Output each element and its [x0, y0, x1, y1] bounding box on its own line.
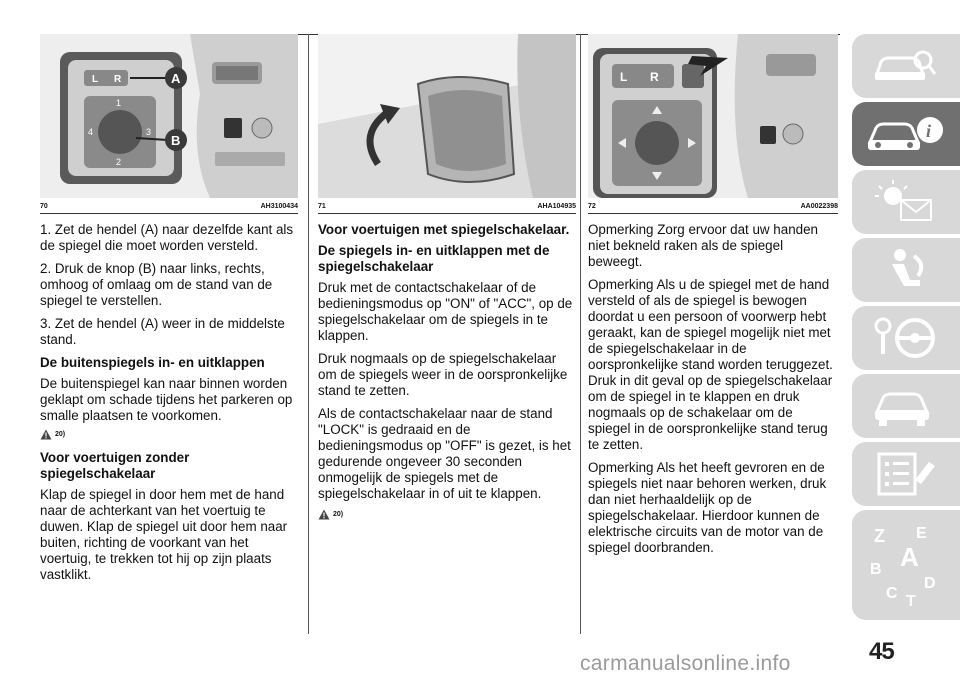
note-3: Opmerking Als het heeft gevroren en de spiegels niet naar behoren werken, druk dan niet herhaaldelijk op de spiegelschakelaar. Hierdoor kunnen de elektrische circuits van de motor van de spiegel doorbranden. — [588, 460, 827, 555]
figure-number: 72 — [588, 203, 596, 210]
car-service-icon — [871, 384, 941, 428]
svg-text:B: B — [870, 561, 882, 578]
svg-text:3: 3 — [146, 127, 152, 137]
figure-72-fold-switch — [588, 34, 838, 198]
step-3: 3. Zet de hendel (A) weer in de middelste stand. — [40, 316, 285, 347]
folding-mirror-illustration — [318, 34, 576, 198]
svg-text:Z: Z — [874, 526, 885, 546]
checklist-icon — [871, 450, 941, 498]
figure-code: AA0022398 — [800, 203, 838, 210]
paragraph: De buitenspiegel kan naar binnen worden geklapt om schade tijdens het parkeren op smalle plaatsen te voorkomen. — [40, 376, 293, 423]
section-heading: De buitenspiegels in- en uitklappen — [40, 355, 265, 370]
warning-number: 20) — [333, 511, 344, 518]
step-2: 2. Druk de knop (B) naar links, rechts, omhoog of omlaag om de stand van de spiegel te verstellen. — [40, 261, 273, 308]
paragraph: Klap de spiegel in door hem met de hand naar de achterkant van het voertuig te duwen. Klap de spiegel uit door hem naar buiten, richting de voorkant van het voertuig, te trekken tot hij op zijn plaats vastklikt. — [40, 487, 288, 582]
tab-alphabet-index[interactable] — [852, 510, 960, 620]
column-divider-2 — [580, 34, 581, 634]
column-3 — [588, 34, 838, 563]
svg-text:R: R — [650, 70, 659, 84]
svg-text:T: T — [906, 593, 916, 610]
figure-code: AH3100434 — [260, 203, 298, 210]
svg-text:D: D — [924, 575, 936, 592]
column-1 — [40, 34, 298, 590]
tab-warning-lights[interactable] — [852, 170, 960, 234]
svg-text:4: 4 — [88, 127, 94, 137]
car-info-icon — [866, 112, 946, 156]
figure-72-caption — [588, 198, 838, 214]
tab-steering-key[interactable] — [852, 306, 960, 370]
figure-71-folding-mirror — [318, 34, 576, 198]
svg-text:C: C — [886, 585, 898, 602]
figure-70-mirror-switch — [40, 34, 298, 198]
tab-airbag-seat[interactable] — [852, 238, 960, 302]
warning-number: 20) — [55, 431, 66, 438]
svg-text:A: A — [900, 542, 919, 572]
fold-switch-illustration — [588, 34, 838, 198]
svg-text:A: A — [171, 71, 181, 86]
svg-text:1: 1 — [116, 98, 122, 108]
tab-car-search[interactable] — [852, 34, 960, 98]
svg-text:L: L — [620, 70, 628, 84]
tab-checklist[interactable] — [852, 442, 960, 506]
svg-text:i: i — [926, 121, 932, 141]
figure-70-caption — [40, 198, 298, 214]
tab-car-service[interactable] — [852, 374, 960, 438]
note-1: Opmerking Zorg ervoor dat uw handen niet bekneld raken als de spiegel beweegt. — [588, 222, 818, 269]
warning-reference[interactable] — [318, 509, 576, 520]
warning-triangle-icon — [40, 429, 52, 440]
column-2 — [318, 34, 576, 530]
mirror-switch-illustration — [40, 34, 298, 198]
watermark[interactable]: carmanualsonline.info — [580, 652, 791, 675]
steering-key-icon — [871, 314, 941, 362]
paragraph: Druk met de contactschakelaar of de bedieningsmodus op "ON" of "ACC", op de spiegelschakelaar om de spiegels in te klappen. — [318, 280, 573, 343]
figure-71-caption — [318, 198, 576, 214]
figure-number: 70 — [40, 203, 48, 210]
figure-number: 71 — [318, 203, 326, 210]
page-number: 45 — [869, 638, 894, 665]
car-search-icon — [871, 44, 941, 88]
svg-text:B: B — [171, 133, 181, 148]
svg-text:L: L — [92, 74, 99, 85]
section-heading: Voor voertuigen zonder spiegelschakelaar — [40, 450, 190, 481]
column-divider-1 — [308, 34, 309, 634]
section-subheading: De spiegels in- en uitklappen met de spiegelschakelaar — [318, 243, 550, 274]
step-1: 1. Zet de hendel (A) naar dezelfde kant als de spiegel die moet worden versteld. — [40, 222, 294, 253]
alphabet-index-icon — [866, 520, 946, 610]
paragraph: Als de contactschakelaar naar de stand "LOCK" is gedraaid en de bedieningsmodus op "OFF" is gezet, is het gedurende ongeveer 30 seconden onmogelijk de spiegels met de spiegelschakelaar in of uit te klappen. — [318, 406, 571, 501]
paragraph: Druk nogmaals op de spiegelschakelaar om de spiegels weer in de oorspronkelijke stand te zetten. — [318, 351, 568, 398]
section-heading: Voor voertuigen met spiegelschakelaar. — [318, 222, 570, 237]
svg-text:R: R — [114, 74, 122, 85]
tab-car-info[interactable] — [852, 102, 960, 166]
warning-triangle-icon — [318, 509, 330, 520]
warning-lights-icon — [871, 178, 941, 226]
airbag-seat-icon — [876, 246, 936, 294]
figure-code: AHA104935 — [537, 203, 576, 210]
warning-reference[interactable] — [40, 429, 298, 440]
svg-text:2: 2 — [116, 157, 122, 167]
note-2: Opmerking Als u de spiegel met de hand versteld of als de spiegel is bewogen doordat u een persoon of voorwerp hebt geraakt, kan de spiegel mogelijk niet met de spiegelschakelaar in de oorspronkelijke stand worden teruggezet. Druk in dit geval op de spiegelschakelaar om de spiegel in te klappen en druk nogmaals op de schakelaar om de spiegel in de oorspronkelijke stand terug te zetten. — [588, 277, 833, 452]
svg-text:E: E — [916, 525, 927, 542]
